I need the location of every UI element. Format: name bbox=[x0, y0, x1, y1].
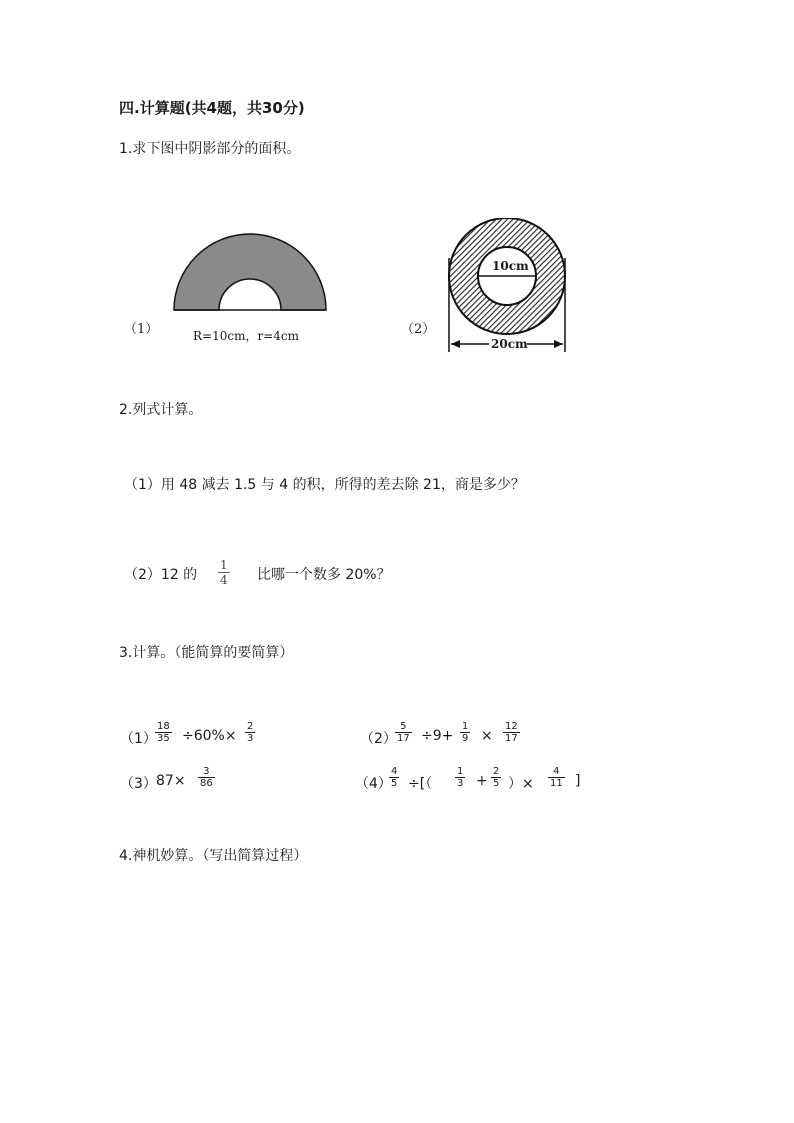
fraction-denominator: 35 bbox=[157, 733, 170, 744]
q3-e4-op1: ÷[（ bbox=[408, 776, 433, 792]
fraction-denominator: 3 bbox=[247, 733, 254, 744]
fraction-numerator: 18 bbox=[157, 721, 170, 732]
q3-e1-op1: ÷60%× bbox=[182, 728, 237, 744]
fraction-denominator: 11 bbox=[550, 778, 563, 789]
q3-e4-frac4 bbox=[548, 766, 565, 789]
q3-e1-frac2 bbox=[245, 721, 255, 744]
q2-sub2-post: 比哪一个数多 20%？ bbox=[257, 567, 391, 583]
q3-e1-label: （1） bbox=[120, 731, 157, 747]
q3-e2-frac2 bbox=[460, 721, 470, 744]
fraction-numerator: 2 bbox=[247, 721, 254, 732]
semi-ring-shaded bbox=[174, 234, 326, 310]
fraction-numerator: 12 bbox=[505, 721, 518, 732]
q2-prompt: 2.列式计算。 bbox=[119, 402, 203, 418]
fraction-numerator: 1 bbox=[462, 721, 469, 732]
q3-e4-op2: + bbox=[476, 773, 488, 789]
q3-e3-op1: 87× bbox=[156, 773, 186, 789]
q2-sub2-pre: （2）12 的 bbox=[124, 567, 198, 583]
q3-e2-frac1 bbox=[395, 721, 412, 744]
q3-e4-frac1 bbox=[389, 766, 399, 789]
q2-sub1: （1）用 48 减去 1.5 与 4 的积，所得的差去除 21，商是多少？ bbox=[124, 477, 525, 493]
fig2-outer-label: 20cm bbox=[491, 337, 528, 351]
q2-sub2-fraction bbox=[218, 558, 230, 587]
q3-prompt: 3.计算。（能简算的要简算） bbox=[119, 645, 294, 661]
fraction-denominator: 4 bbox=[220, 573, 228, 587]
semi-ring-figure bbox=[170, 232, 330, 314]
ring-figure bbox=[440, 218, 575, 354]
fraction-denominator: 17 bbox=[397, 733, 410, 744]
fig2-inner-label: 10cm bbox=[492, 259, 529, 273]
fraction-numerator: 4 bbox=[391, 766, 398, 777]
fraction-numerator: 4 bbox=[553, 766, 560, 777]
fraction-numerator: 3 bbox=[203, 766, 210, 777]
arrow-left bbox=[451, 340, 460, 348]
q3-e4-label: （4） bbox=[355, 776, 392, 792]
fraction-numerator: 2 bbox=[493, 766, 500, 777]
q3-e4-op4: ] bbox=[575, 773, 581, 789]
fig2-label: （2） bbox=[401, 322, 436, 337]
q1-prompt: 1.求下图中阴影部分的面积。 bbox=[119, 141, 301, 157]
fraction-numerator: 1 bbox=[220, 558, 228, 572]
q3-e2-op2: × bbox=[481, 728, 493, 744]
q3-e4-frac2 bbox=[455, 766, 465, 789]
fraction-denominator: 17 bbox=[505, 733, 518, 744]
fraction-numerator: 1 bbox=[457, 766, 464, 777]
q3-e2-op1: ÷9+ bbox=[421, 728, 454, 744]
section-title: 四.计算题(共4题，共30分) bbox=[119, 99, 305, 117]
q3-e2-frac3 bbox=[503, 721, 520, 744]
fraction-denominator: 5 bbox=[391, 778, 398, 789]
fraction-numerator: 5 bbox=[400, 721, 407, 732]
fig1-caption: R=10cm，r=4cm bbox=[193, 329, 299, 343]
q3-e4-frac3 bbox=[491, 766, 501, 789]
q4-prompt: 4.神机妙算。（写出简算过程） bbox=[119, 848, 308, 864]
arrow-right bbox=[554, 340, 563, 348]
fraction-denominator: 86 bbox=[200, 778, 213, 789]
q3-e1-frac1 bbox=[155, 721, 172, 744]
q3-e4-op3: ）× bbox=[508, 776, 534, 792]
q3-e2-label: （2） bbox=[360, 731, 397, 747]
q3-e3-label: （3） bbox=[120, 776, 157, 792]
fraction-denominator: 3 bbox=[457, 778, 464, 789]
fraction-denominator: 9 bbox=[462, 733, 469, 744]
fraction-denominator: 5 bbox=[493, 778, 500, 789]
fig1-label: （1） bbox=[124, 322, 159, 337]
q3-e3-frac1 bbox=[198, 766, 215, 789]
